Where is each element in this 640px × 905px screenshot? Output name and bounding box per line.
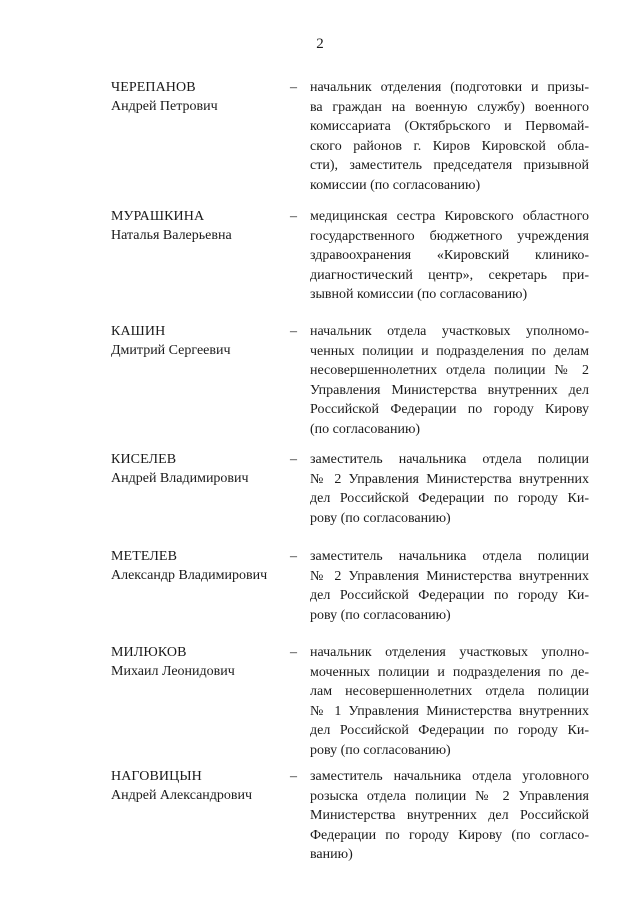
role-line: медицинская сестра Кировского областного <box>310 209 589 224</box>
member-name <box>111 767 291 805</box>
role-line: несовершеннолетних отдела полиции № 2 <box>310 363 589 379</box>
member-given-names: Наталья Валерьевна <box>111 228 232 243</box>
role-line: рову (по согласованию) <box>310 742 451 758</box>
role-line: (по согласованию) <box>310 421 421 437</box>
role-line: начальник отдела участковых уполномо- <box>310 324 589 339</box>
role-line: № 2 Управления Министерства внутренних <box>310 568 589 584</box>
role-line: диагностический центр», секретарь при- <box>310 267 589 283</box>
role-line: комиссии (по согласованию) <box>310 177 481 193</box>
member-name <box>111 450 291 488</box>
role-line: комиссариата (Октябрьского и Первомай- <box>310 119 589 135</box>
member-name <box>111 207 291 245</box>
role-line: моченных полиции и подразделения по де- <box>310 664 589 680</box>
member-surname: МЕТЕЛЕВ <box>111 549 178 564</box>
member-name <box>111 322 291 360</box>
member-surname: МУРАШКИНА <box>111 209 205 224</box>
entry-dash: – <box>290 769 297 784</box>
role-line: здравоохранения «Кировский клинико- <box>310 248 589 264</box>
role-line: ва граждан на военную службу) военного <box>310 99 589 115</box>
member-role <box>310 207 589 305</box>
entry-dash: – <box>290 324 297 339</box>
entry-dash: – <box>290 645 297 660</box>
role-line: рову (по согласованию) <box>310 510 451 526</box>
role-line: государственного бюджетного учреждения <box>310 228 589 244</box>
member-given-names: Александр Владимирович <box>111 568 268 583</box>
role-line: розыска отдела полиции № 2 Управления <box>310 788 589 804</box>
role-line: заместитель начальника отдела полиции <box>310 452 589 467</box>
role-line: ванию) <box>310 847 353 863</box>
entry-dash: – <box>290 209 297 224</box>
member-given-names: Андрей Петрович <box>111 99 218 114</box>
role-line: № 2 Управления Министерства внутренних <box>310 471 589 487</box>
role-line: лам несовершеннолетних отдела полиции <box>310 684 589 700</box>
role-line: заместитель начальника отдела полиции <box>310 549 589 564</box>
member-given-names: Дмитрий Сергеевич <box>111 343 231 358</box>
role-line: Управления Министерства внутренних дел <box>310 382 589 398</box>
member-surname: ЧЕРЕПАНОВ <box>111 80 196 95</box>
role-line: № 1 Управления Министерства внутренних <box>310 703 589 719</box>
role-line: Российской Федерации по городу Кирову <box>310 402 589 418</box>
member-role <box>310 322 589 440</box>
member-surname: НАГОВИЦЫН <box>111 769 202 784</box>
role-line: дел Российской Федерации по городу Ки- <box>310 723 589 739</box>
member-surname: КАШИН <box>111 324 166 339</box>
entry-dash: – <box>290 80 297 95</box>
member-given-names: Андрей Александрович <box>111 788 253 803</box>
member-role <box>310 547 589 625</box>
role-line: заместитель начальника отдела уголовного <box>310 769 589 784</box>
role-line: ченных полиции и подразделения по делам <box>310 343 589 359</box>
member-role <box>310 78 589 196</box>
role-line: рову (по согласованию) <box>310 607 451 623</box>
page-number: 2 <box>316 36 324 52</box>
member-surname: КИСЕЛЕВ <box>111 452 177 467</box>
role-line: ского районов г. Киров Кировской обла- <box>310 138 589 154</box>
member-name <box>111 547 291 585</box>
role-line: зывной комиссии (по согласованию) <box>310 287 528 303</box>
member-given-names: Андрей Владимирович <box>111 471 249 486</box>
member-role <box>310 643 589 761</box>
role-line: начальник отделения (подготовки и призы- <box>310 80 589 95</box>
member-given-names: Михаил Леонидович <box>111 664 235 679</box>
role-line: начальник отделения участковых уполно- <box>310 645 589 660</box>
entry-dash: – <box>290 549 297 564</box>
role-line: Министерства внутренних дел Российской <box>310 808 589 824</box>
member-role <box>310 450 589 528</box>
role-line: дел Российской Федерации по городу Ки- <box>310 588 589 604</box>
member-name <box>111 78 291 116</box>
role-line: сти), заместитель председателя призывной <box>310 158 589 174</box>
role-line: дел Российской Федерации по городу Ки- <box>310 491 589 507</box>
member-role <box>310 767 589 865</box>
role-line: Федерации по городу Кирову (по согласо- <box>310 827 589 843</box>
member-name <box>111 643 291 681</box>
member-surname: МИЛЮКОВ <box>111 645 187 660</box>
entry-dash: – <box>290 452 297 467</box>
